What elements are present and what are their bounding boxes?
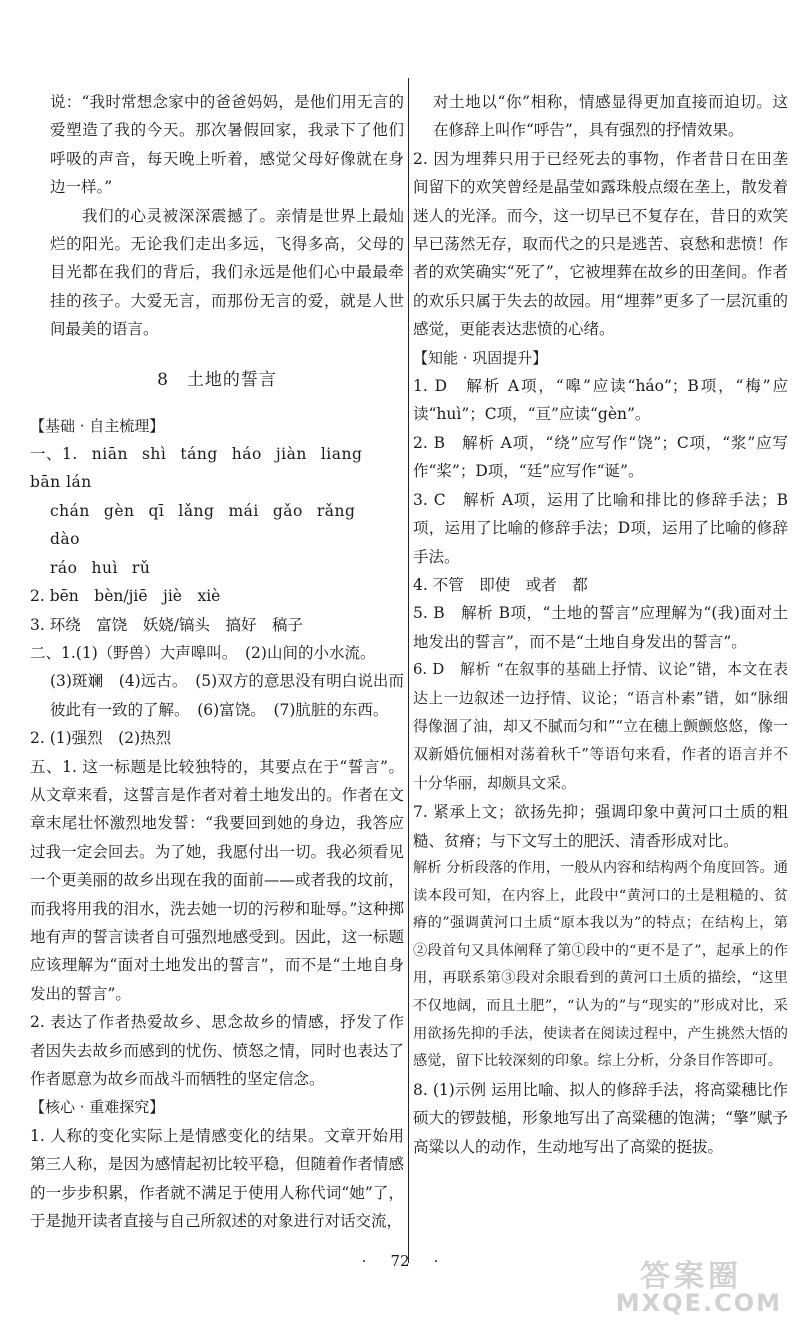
answer-a7-explain: 解析 分析段落的作用，一般从内容和结构两个角度回答。通读本段可知，在内容上，此段中“黄河口的土是粗糙的、贫瘠的”强调黄河口土质“原本我以为”的特点；在结构上，第②段首句又具体阐释了第①段中的“更不是了”，起承上的作用，再联系第③段对余眼看到的黄河口土质的描绘，“这里不仅地阔，而且土肥”，“认为的”与“现实的”形成对比，采用欲扬先抑的手法，使读者在阅读过程中，产生挑然大悟的感觉，留下比较深刻的印象。综上分析，分条目作答即可。: [413, 859, 788, 1070]
section-skills: 【知能 · 巩固提升】: [413, 348, 548, 367]
left-para-quote: 说：“我时常想念家中的爸爸妈妈，是他们用无言的爱塑造了我的今天。那次暑假回家，我录下了他们呼吸的声音，每天晚上听着，感觉父母好像就在身边一样。”: [50, 93, 404, 197]
column-divider: [408, 78, 409, 1263]
answer-q6: 五、1. 这一标题是比较独特的，其要点在于“誓言”。从文章来看，这誓言是作者对着土地发出的。作者在文章末尾壮怀激烈地发誓：“我要回到她的身边，我答应过我一定会回去。为了她，我愿付出一切。我必须看见一个更美丽的故乡出现在我的面前——或者我的坟前，而我将用我的泪水，洗去她一切的污秽和耻辱。”这种掷地有声的誓言读者自可强烈地感受到。因此，这一标题应该理解为“面对土地发出的誓言”，而不是“土地自身发出的誓言”。: [30, 757, 404, 1003]
pinyin-block: 一、1. niān shì táng háo jiàn liangbān lán chán gèn qī lǎng mái gǎo rǎngdào ráo huì rǔ: [30, 440, 404, 582]
watermark-bottom: MXQE.COM: [615, 1289, 782, 1317]
answer-a3: 3. C 解析 A项，运用了比喻和排比的修辞手法；B项，运用了比喻的修辞手法；D项，运用了比喻的修辞手法。: [413, 490, 788, 566]
answer-a2: 2. B 解析 A项，“绕”应写作“饶”；C项，“浆”应写作“桨”；D项，“廷”应写作“诞”。: [413, 433, 788, 481]
answer-a8: 8. (1)示例 运用比喻、拟人的修辞手法，将高粱穗比作硕大的锣鼓槌，形象地写出了高粱穗的饱满；“擎”赋予高粱以人的动作，生动地写出了高粱的挺拔。: [413, 1080, 788, 1156]
answer-q7: 2. 表达了作者热爱故乡、思念故乡的情感，抒发了作者因失去故乡而感到的忧伤、愤怒之情，同时也表达了作者愿意为故乡而战斗而牺牲的坚定信念。: [30, 1013, 404, 1088]
right-para-cont: 对土地以“你”相称，情感显得更加直接而迫切。这在修辞上叫作“呼告”，具有强烈的抒情效果。: [433, 93, 788, 140]
section-basic: 【基础 · 自主梳理】: [30, 416, 165, 435]
answer-q4b: (3)斑斓 (4)远古。 (5)双方的意思没有明白说出而彼此有一致的了解。 (6)富饶。 (7)肮脏的东西。: [50, 672, 404, 719]
answer-q2: 2. bēn bèn/jiē jiè xiè: [30, 587, 221, 606]
answer-q3: 3. 环绕 富饶 妖娆/镐头 搞好 稿子: [30, 615, 303, 634]
section-core: 【核心 · 重难探究】: [30, 1098, 165, 1117]
left-para-summary: 我们的心灵被深深震撼了。亲情是世界上最灿烂的阳光。无论我们走出多远，飞得多高，父母的目光都在我们的背后，我们永远是他们心中最最牵挂的孩子。大爱无言，而那份无言的爱，就是人世间最美的语言。: [50, 206, 404, 339]
page-number: · 72 ·: [361, 1252, 439, 1270]
watermark-logo: [582, 1251, 782, 1323]
right-column: [413, 88, 788, 1161]
answer-a4: 4. 不管 即使 或者 都: [413, 575, 588, 594]
answer-a5: 5. B 解析 B项，“土地的誓言”应理解为“(我)面对土地发出的誓言”，而不是“土地自身发出的誓言”。: [413, 604, 788, 651]
q1-label: 一、1.: [30, 445, 78, 464]
watermark-top: 答案圈: [640, 1259, 742, 1294]
answer-a7: 7. 紧承上文；欲扬先抑；强调印象中黄河口土质的粗糙、贫瘠；与下文写土的肥沃、清香形成对比。: [413, 803, 788, 850]
answer-q8: 1. 人称的变化实际上是情感变化的结果。文章开始用第三人称，是因为感情起初比较平稳，但随着作者情感的一步步积累，作者就不满足于使用人称代词“她”了，于是抛开读者直接与自己所叙述的对象进行对话交流，: [30, 1126, 404, 1231]
answer-q4a: 二、1.(1)（野兽）大声嗥叫。 (2)山间的小水流。: [30, 643, 376, 662]
answer-r2: 2. 因为埋葬只用于已经死去的事物，作者昔日在田垄间留下的欢笑曾经是晶莹如露珠般点缀在垄上，散发着迷人的光泽。而今，这一切早已不复存在，昔日的欢笑早已荡然无存，取而代之的只是逃苦、哀愁和悲愤！作者的欢笑确实“死了”，它被埋葬在故乡的田垄间。作者的欢乐只属于失去的故园。用“埋葬”更多了一层沉重的感觉，更能表达悲愤的心绪。: [413, 149, 788, 339]
answer-q5: 2. (1)强烈 (2)热烈: [30, 729, 172, 748]
lesson-title: 8 土地的誓言: [157, 369, 277, 390]
left-column: [30, 88, 404, 1235]
answer-a1: 1. D 解析 A项，“嗥”应读“háo”；B项，“梅”应读“huì”；C项，“亘”应读“gèn”。: [413, 377, 788, 424]
answer-a6: 6. D 解析 “在叙事的基础上抒情、议论”错，本文在表达上一边叙述一边抒情、议论；“语言朴素”错，如“脉细得像涸了油，却又不腻而匀和”“立在穗上颤颤悠悠，像一双新婚伉俪相对荡着秋千”等语句来看，作者的语言并不十分华丽，却颇具文采。: [413, 661, 788, 792]
